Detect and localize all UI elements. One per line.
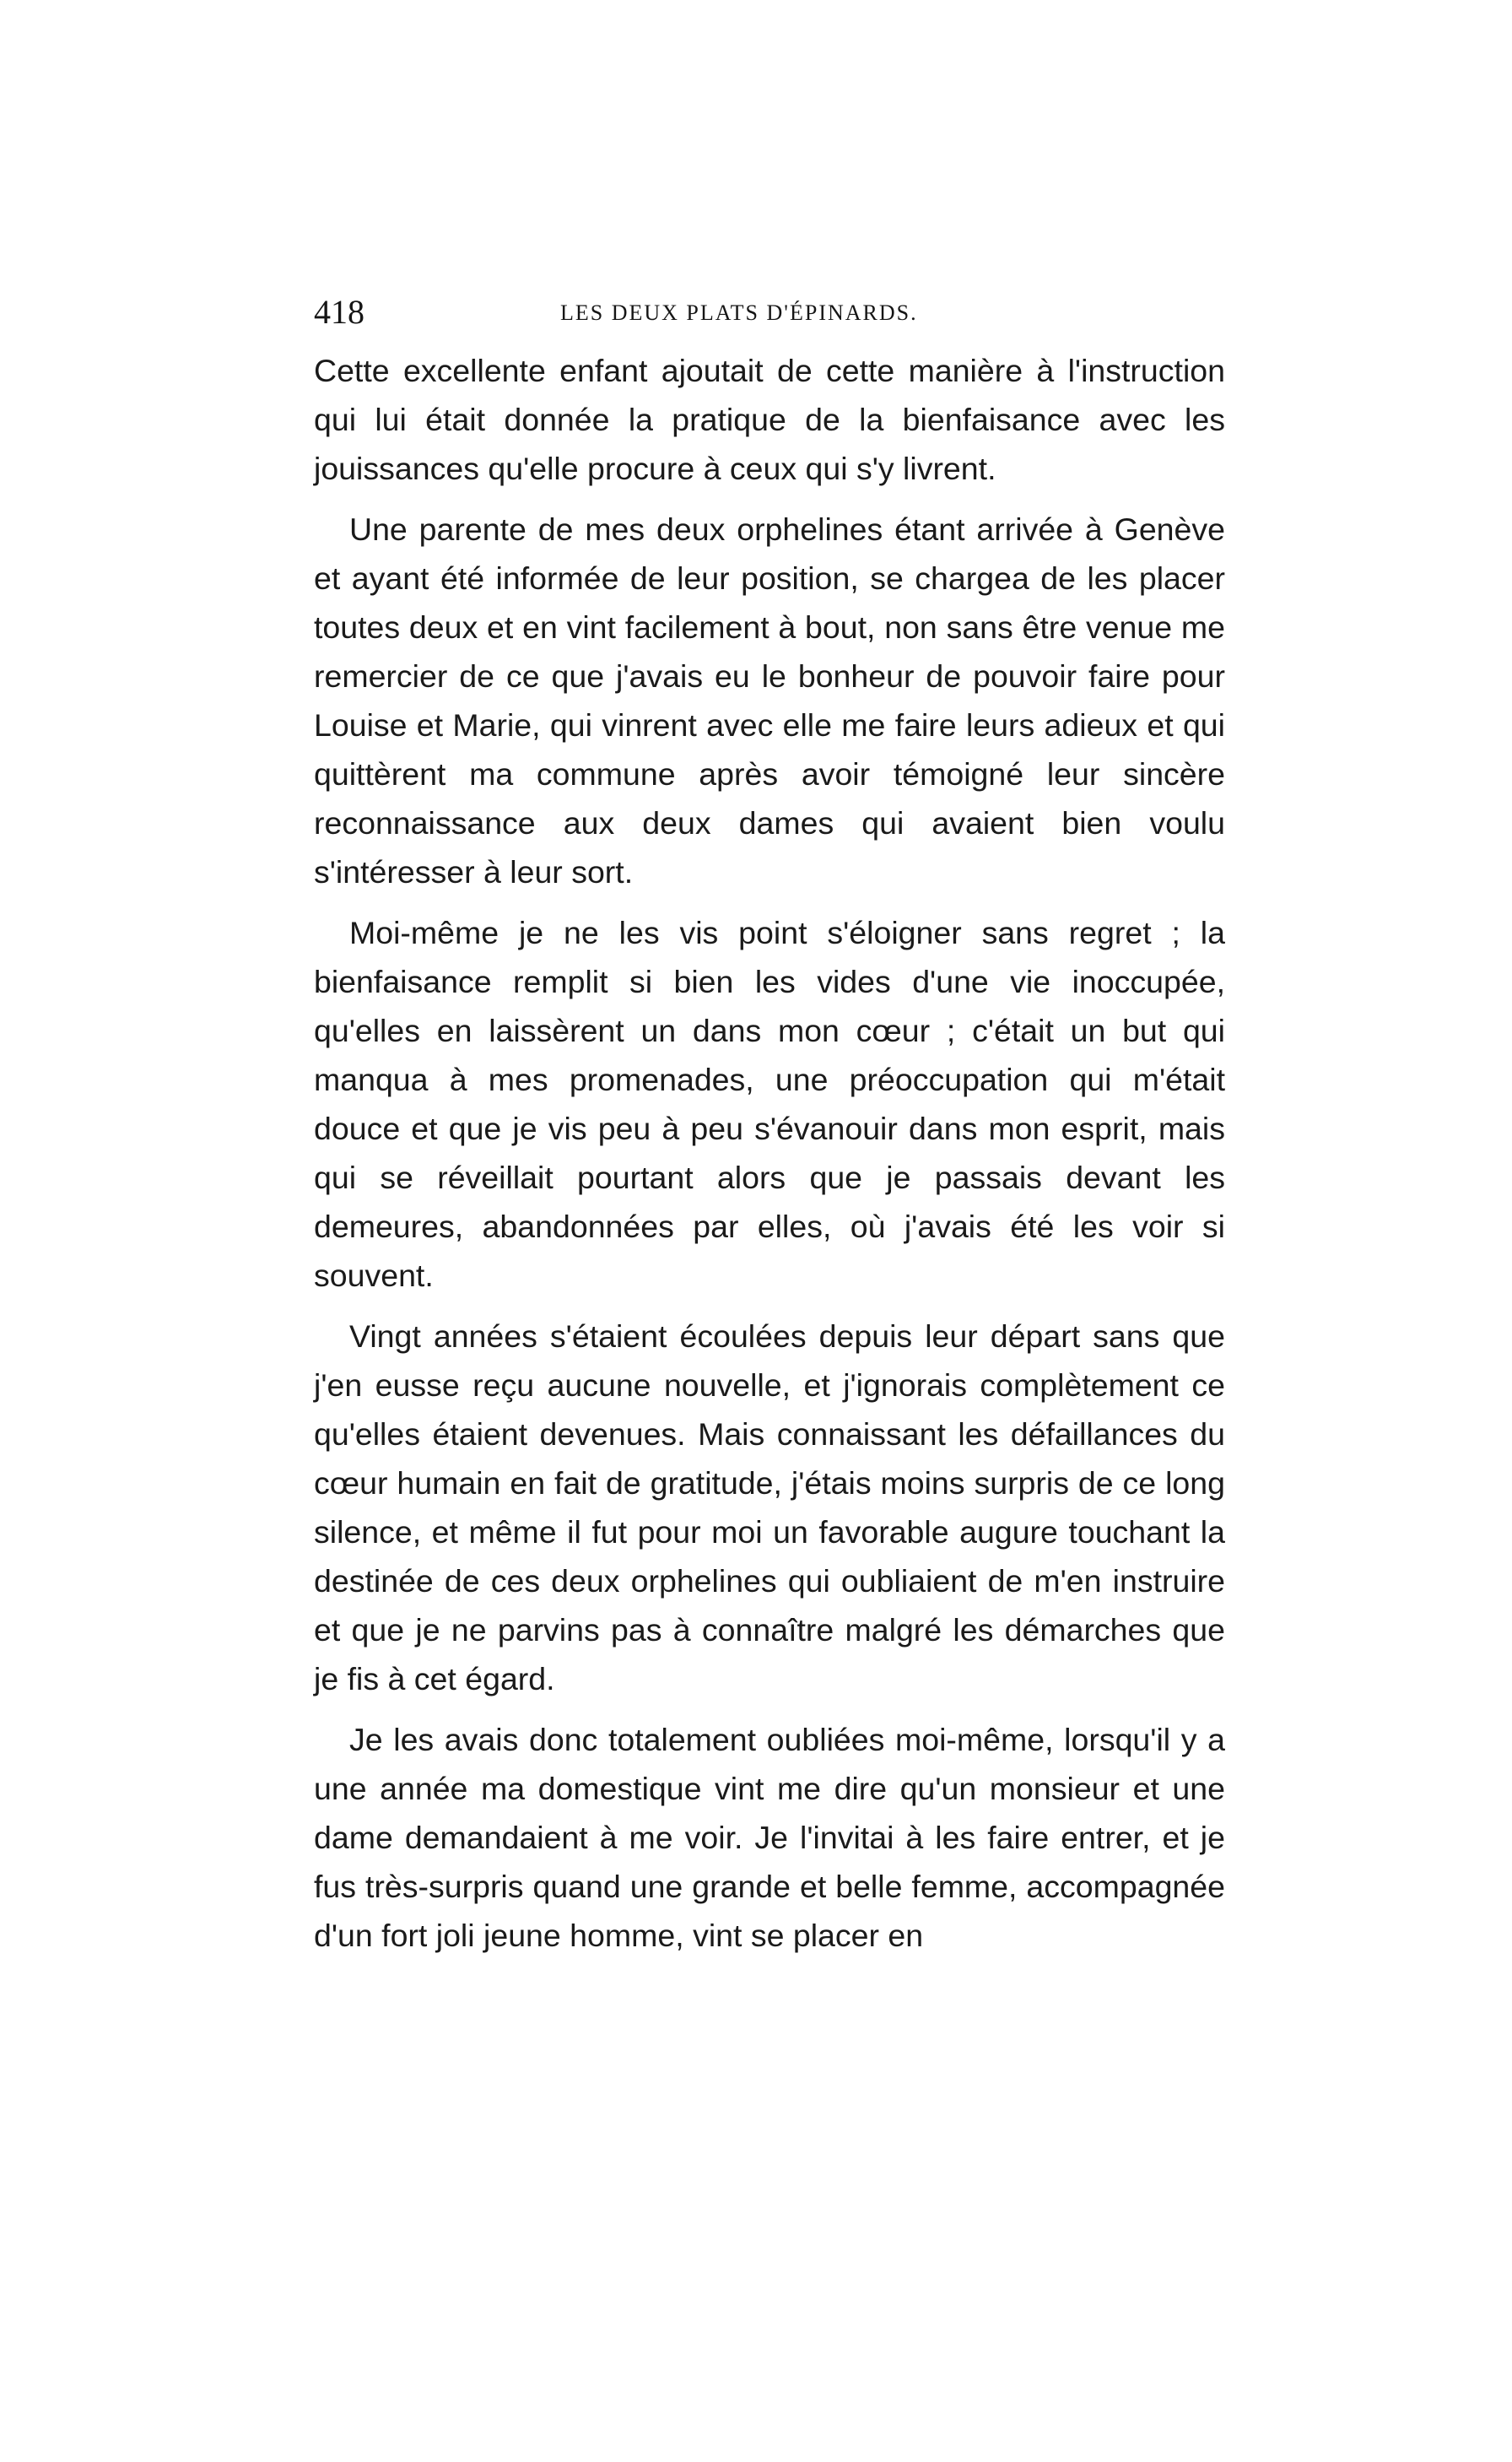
paragraph: Vingt années s'étaient écoulées depuis leur départ sans que j'en eusse reçu aucune nouvelle, et j'ignorais complètement ce qu'elles étaient devenues. Mais connaissant les défaillances du cœur humain en fait de gratitude, j'étais moins surpris de ce long silence, et même il fut pour moi un favorable augure touchant la destinée de ces deux orphelines qui oubliaient de m'en instruire et que je ne parvins pas à connaître malgré les démarches que je fis à cet égard. <box>314 1318 1225 1696</box>
body-text <box>314 346 1225 1960</box>
paragraph: Cette excellente enfant ajoutait de cette manière à l'instruction qui lui était donnée la pratique de la bienfaisance avec les jouissances qu'elle procure à ceux qui s'y livrent. <box>314 353 1225 486</box>
paragraph: Je les avais donc totalement oubliées moi-même, lorsqu'il y a une année ma domestique vint me dire qu'un monsieur et une dame demandaient à me voir. Je l'invitai à les faire entrer, et je fus très-surpris quand une grande et belle femme, accompagnée d'un fort joli jeune homme, vint se placer en <box>314 1722 1225 1953</box>
paragraph: Une parente de mes deux orphelines étant arrivée à Genève et ayant été informée de leur position, se chargea de les placer toutes deux et en vint facilement à bout, non sans être venue me remercier de ce que j'avais eu le bonheur de pouvoir faire pour Louise et Marie, qui vinrent avec elle me faire leurs adieux et qui quittèrent ma commune après avoir témoigné leur sincère reconnaissance aux deux dames qui avaient bien voulu s'intéresser à leur sort. <box>314 511 1225 890</box>
page-header <box>314 291 1225 333</box>
page-number: 418 <box>314 293 364 331</box>
running-title: LES DEUX PLATS D'ÉPINARDS. <box>560 300 918 325</box>
paragraph: Moi-même je ne les vis point s'éloigner sans regret ; la bienfaisance remplit si bien les vides d'une vie inoccupée, qu'elles en laissèrent un dans mon cœur ; c'était un but qui manqua à mes promenades, une préoccupation qui m'était douce et que je vis peu à peu s'évanouir dans mon esprit, mais qui se réveillait pourtant alors que je passais devant les demeures, abandonnées par elles, où j'avais été les voir si souvent. <box>314 915 1225 1293</box>
